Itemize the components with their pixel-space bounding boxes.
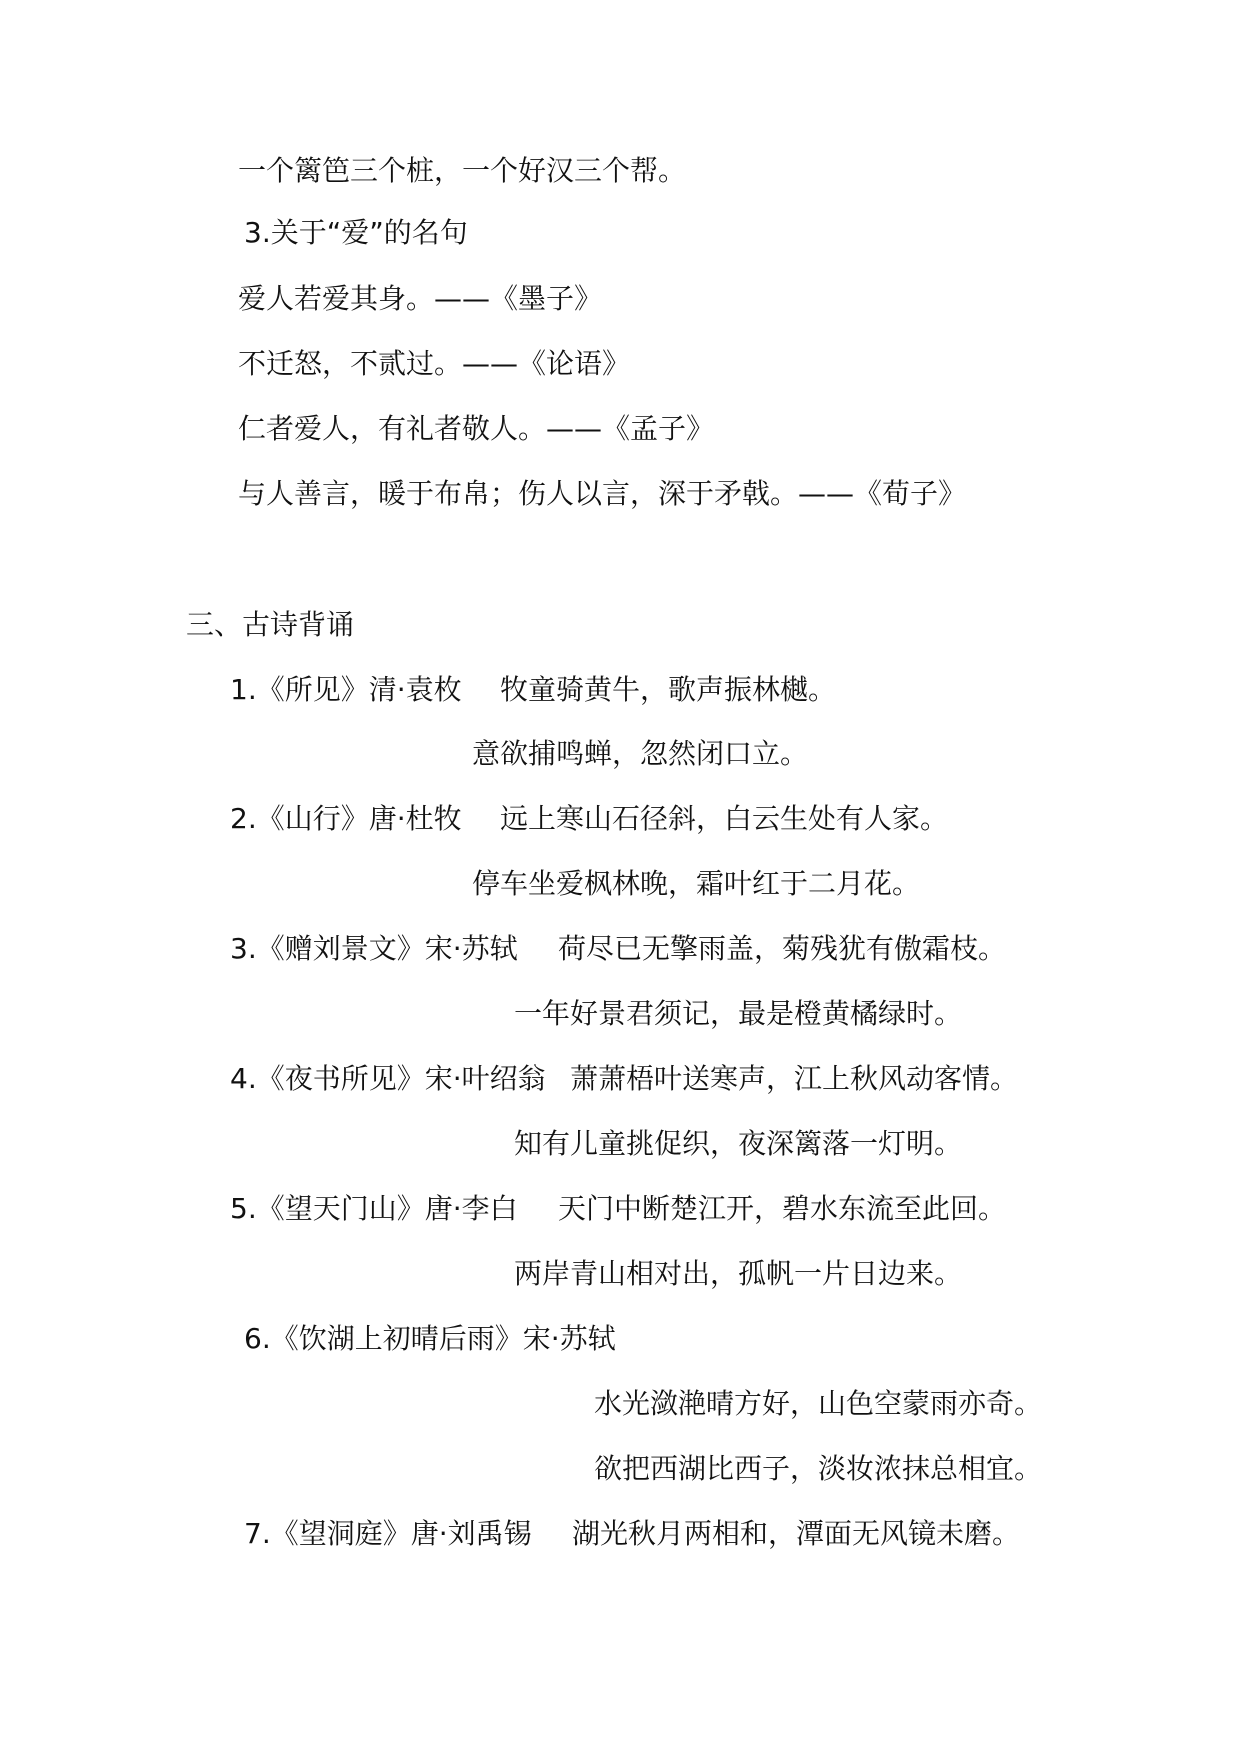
poems-section-heading: 三、古诗背诵 xyxy=(186,608,355,641)
poem-line: 荷尽已无擎雨盖，菊残犹有傲霜枝。 xyxy=(558,932,1007,965)
poem-title: 7.《望洞庭》唐·刘禹锡 xyxy=(244,1517,532,1550)
poem-title: 3.《赠刘景文》宋·苏轼 xyxy=(230,932,518,965)
love-quote: 与人善言，暖于布帛；伤人以言，深于矛戟。——《荀子》 xyxy=(238,477,967,510)
poem-line: 知有儿童挑促织，夜深篱落一灯明。 xyxy=(514,1127,963,1160)
love-section-heading: 3.关于“爱”的名句 xyxy=(244,216,468,249)
poem-title: 5.《望天门山》唐·李白 xyxy=(230,1192,518,1225)
poem-line: 停车坐爱枫林晚，霜叶红于二月花。 xyxy=(472,867,921,900)
poem-title: 4.《夜书所见》宋·叶绍翁 xyxy=(230,1062,546,1095)
poem-line: 远上寒山石径斜，白云生处有人家。 xyxy=(500,802,949,835)
poem-line: 萧萧梧叶送寒声，江上秋风动客情。 xyxy=(570,1062,1019,1095)
poem-line: 水光潋滟晴方好，山色空蒙雨亦奇。 xyxy=(594,1387,1043,1420)
poem-title: 2.《山行》唐·杜牧 xyxy=(230,802,462,835)
poem-line: 天门中断楚江开，碧水东流至此回。 xyxy=(558,1192,1007,1225)
poem-title: 1.《所见》清·袁枚 xyxy=(230,673,462,706)
poem-line: 一年好景君须记，最是橙黄橘绿时。 xyxy=(514,997,963,1030)
poem-line: 两岸青山相对出，孤帆一片日边来。 xyxy=(514,1257,963,1290)
proverb-line: 一个篱笆三个桩，一个好汉三个帮。 xyxy=(238,154,687,187)
love-quote: 爱人若爱其身。——《墨子》 xyxy=(238,282,603,315)
poem-line: 欲把西湖比西子，淡妆浓抹总相宜。 xyxy=(594,1452,1043,1485)
poem-line: 湖光秋月两相和，潭面无风镜未磨。 xyxy=(572,1517,1021,1550)
love-quote: 仁者爱人，有礼者敬人。——《孟子》 xyxy=(238,412,715,445)
poem-line: 意欲捕鸣蝉，忽然闭口立。 xyxy=(472,737,809,770)
poem-title: 6.《饮湖上初晴后雨》宋·苏轼 xyxy=(244,1322,616,1355)
poem-line: 牧童骑黄牛，歌声振林樾。 xyxy=(500,673,837,706)
love-quote: 不迁怒，不贰过。——《论语》 xyxy=(238,347,631,380)
